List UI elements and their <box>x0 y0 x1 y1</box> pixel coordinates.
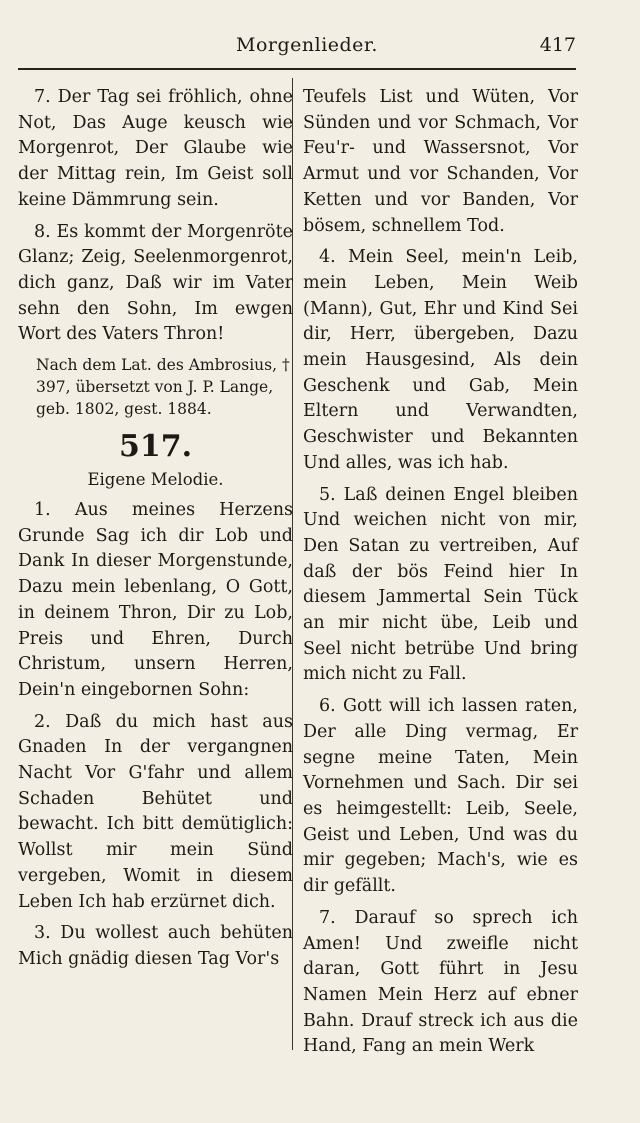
stanza-number: 8. <box>34 221 51 242</box>
stanza-6 <box>303 694 578 900</box>
stanza-8 <box>18 220 293 349</box>
running-head: Morgenlieder. <box>236 34 378 56</box>
stanza-number: 3. <box>34 923 51 944</box>
page-header <box>18 34 576 64</box>
stanza-3-continued <box>303 85 578 239</box>
stanza-7 <box>303 906 578 1060</box>
stanza-number: 7. <box>319 907 336 928</box>
melody-note: Eigene Melodie. <box>87 470 224 490</box>
stanza-text: Daß du mich hast aus Gnaden In der vergangnen Nacht Vor G'fahr und allem Schaden Behütet und bewacht. Ich bitt demütiglich: Wollst mir mein Sünd vergeben, Womit in diesem Leben Ich hab erzürnet dich. <box>18 711 293 912</box>
stanza-number: 4. <box>319 247 336 268</box>
stanza-number: 2. <box>34 711 51 732</box>
page-number: 417 <box>539 34 576 56</box>
stanza-7-prev <box>18 85 293 214</box>
stanza-3 <box>18 921 293 972</box>
stanza-text: Laß deinen Engel bleiben Und weichen nicht von mir, Den Satan zu vertreiben, Auf daß der bös Feind hier In diesem Jammertal Sein Tück an mir nicht übe, Leib und Seel nicht betrübe Und bring mich nicht zu Fall. <box>303 484 578 685</box>
stanza-2 <box>18 710 293 916</box>
stanza-number: 7. <box>34 87 51 107</box>
stanza-number: 1. <box>34 500 51 521</box>
stanza-5 <box>303 483 578 689</box>
stanza-text: Mein Seel, mein'n Leib, mein Leben, Mein Weib (Mann), Gut, Ehr und Kind Sei dir, Herr, übergeben, Dazu mein Hausgesind, Als dein Geschenk und Gab, Mein Eltern und Verwandten, Geschwister und Bekannten Und alles, was ich hab. <box>303 247 578 473</box>
stanza-text: Teufels List und Wüten, Vor Sünden und vor Schmach, Vor Feu'r- und Wassersnot, Vor Armut und vor Schanden, Vor Ketten und vor Banden, Vor bösem, schnellem Tod. <box>303 87 578 236</box>
right-column <box>303 85 578 1066</box>
header-rule <box>18 68 576 70</box>
stanza-1 <box>18 498 293 704</box>
stanza-number: 5. <box>319 484 336 505</box>
stanza-4 <box>303 245 578 476</box>
stanza-number: 6. <box>319 696 336 717</box>
left-column <box>18 85 293 979</box>
stanza-text: Gott will ich lassen raten, Der alle Ding vermag, Er segne meine Taten, Mein Vornehmen und Sach. Dir sei es heimgestellt: Leib, Seele, Geist und Leben, Und was du mir gegeben; Mach's, wie es dir gefällt. <box>303 696 578 897</box>
attribution: Nach dem Lat. des Ambrosius, † 397, übersetzt von J. P. Lange, geb. 1802, gest. 1884. <box>36 356 290 419</box>
hymn-number: 517. <box>118 429 193 465</box>
stanza-text: Es kommt der Morgenröte Glanz; Zeig, Seelenmorgenrot, dich ganz, Daß wir im Vater sehn den Sohn, Im ewgen Wort des Vaters Thron! <box>18 221 293 345</box>
stanza-text: Du wollest auch behüten Mich gnädig diesen Tag Vor's <box>18 923 293 969</box>
stanza-text: Darauf so sprech ich Amen! Und zweifle nicht daran, Gott führt in Jesu Namen Mein Herz auf ebner Bahn. Drauf streck ich aus die Hand, Fang an mein Werk <box>303 907 578 1057</box>
stanza-text: Aus meines Herzens Grunde Sag ich dir Lob und Dank In dieser Morgenstunde, Dazu mein lebenlang, O Gott, in deinem Thron, Dir zu Lob, Preis und Ehren, Durch Christum, unsern Herren, Dein'n eingebornen Sohn: <box>18 500 293 700</box>
stanza-text: Der Tag sei fröhlich, ohne Not, Das Auge keusch wie Morgenrot, Der Glaube wie der Mittag rein, Im Geist soll keine Dämmrung sein. <box>18 87 293 210</box>
